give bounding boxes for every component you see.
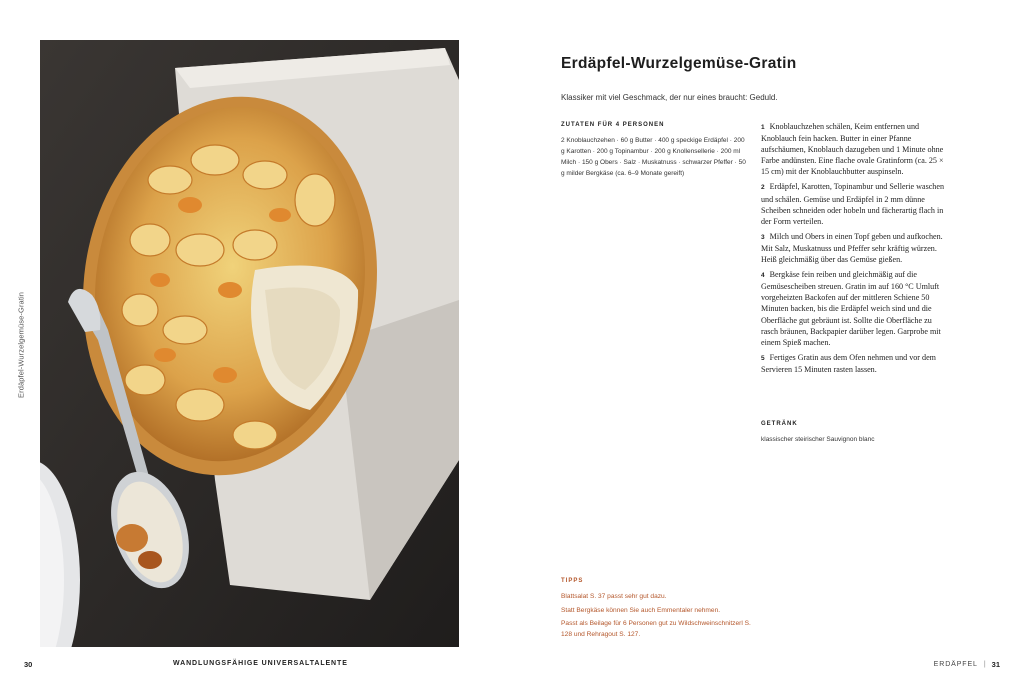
- tip-item: Statt Bergkäse können Sie auch Emmentaler nehmen.: [561, 606, 721, 614]
- step-text: Erdäpfel, Karotten, Topinambur und Sellerie waschen und schälen. Gemüse und Erdäpfel in 2 mm dünne Scheiben schneiden oder hobeln und fächerartig flach in der Form verteilen.: [761, 182, 944, 226]
- step-text: Knoblauchzehen schälen, Keim entfernen und Knoblauch fein hacken. Butter in einer Pfanne aufschäumen, Knoblauch dazugeben und 1 Minute ohne Farbe andünsten. Eine flache ovale Gratinform (ca. 25 × 15 cm) mit der Knoblauchbutter auspinseln.: [761, 122, 944, 177]
- tip-item: Passt als Beilage für 6 Personen gut zu Wildschweinschnitzerl S. 128 und Rehragout S. 127.: [561, 620, 751, 638]
- section-title-left: WANDLUNGSFÄHIGE UNIVERSALTALENTE: [173, 660, 348, 667]
- section-title-right: ERDÄPFEL: [933, 661, 978, 668]
- recipe-title: Erdäpfel-Wurzelgemüse-Gratin: [561, 55, 797, 72]
- step-number: 5: [761, 354, 765, 362]
- ingredients-list: 2 Knoblauchzehen · 60 g Butter · 400 g speckige Erdäpfel · 200 g Karotten · 200 g Topinambur · 200 g Knollensellerie · 200 ml Milch · 150 g Obers · Salz · Muskatnuss · schwarzer Pfeffer · 50 g milder Bergkäse (ca. 6–9 Monate gereift): [561, 137, 746, 177]
- drink-heading: GETRÄNK: [761, 421, 798, 427]
- page-number-left: 30: [24, 660, 33, 669]
- step-text: Fertiges Gratin aus dem Ofen nehmen und vor dem Servieren 15 Minuten rasten lassen.: [761, 352, 936, 374]
- gratin-photo: [40, 40, 459, 647]
- step-3: [761, 231, 949, 265]
- step-number: 1: [761, 124, 765, 131]
- step-text: Bergkäse fein reiben und gleichmäßig auf die Gemüsescheiben streuen. Gratin im auf 160 °C Umluft vorgeheizten Backofen auf der mittleren Schiene 50 Minuten backen, bis die Erdäpfel weich sind und die Oberfläche gut gebräunt ist. Sollte die Oberfläche zu rasch bräunen, Backpapier darüber legen. Garprobe mit einem Spieß machen.: [761, 270, 941, 347]
- step-text: Milch und Obers in einen Topf geben und aufkochen. Mit Salz, Muskatnuss und Pfeffer sehr kräftig würzen. Heiß gleichmäßig über das Gemüse gießen.: [761, 231, 943, 265]
- recipe-subtitle: Klassiker mit viel Geschmack, der nur eines braucht: Geduld.: [561, 93, 778, 102]
- step-2: [761, 181, 949, 226]
- footer-right: [934, 660, 1000, 669]
- tip-item: Blattsalat S. 37 passt sehr gut dazu.: [561, 593, 667, 600]
- footer-separator: |: [983, 661, 986, 668]
- tips-list: [561, 592, 761, 643]
- step-number: 2: [761, 184, 765, 192]
- page-number-right: 31: [991, 660, 1000, 669]
- ingredients-heading: ZUTATEN FÜR 4 PERSONEN: [561, 122, 665, 128]
- step-1: [761, 121, 949, 177]
- side-title: Erdäpfel-Wurzelgemüse-Gratin: [16, 291, 26, 399]
- drink-recommendation: klassischer steirischer Sauvignon blanc: [761, 436, 875, 443]
- step-number: 4: [761, 272, 765, 280]
- tips-heading: TIPPS: [561, 578, 584, 584]
- step-4: [761, 269, 949, 348]
- step-number: 3: [761, 233, 765, 241]
- preparation-steps: [761, 121, 949, 379]
- step-5: [761, 352, 949, 375]
